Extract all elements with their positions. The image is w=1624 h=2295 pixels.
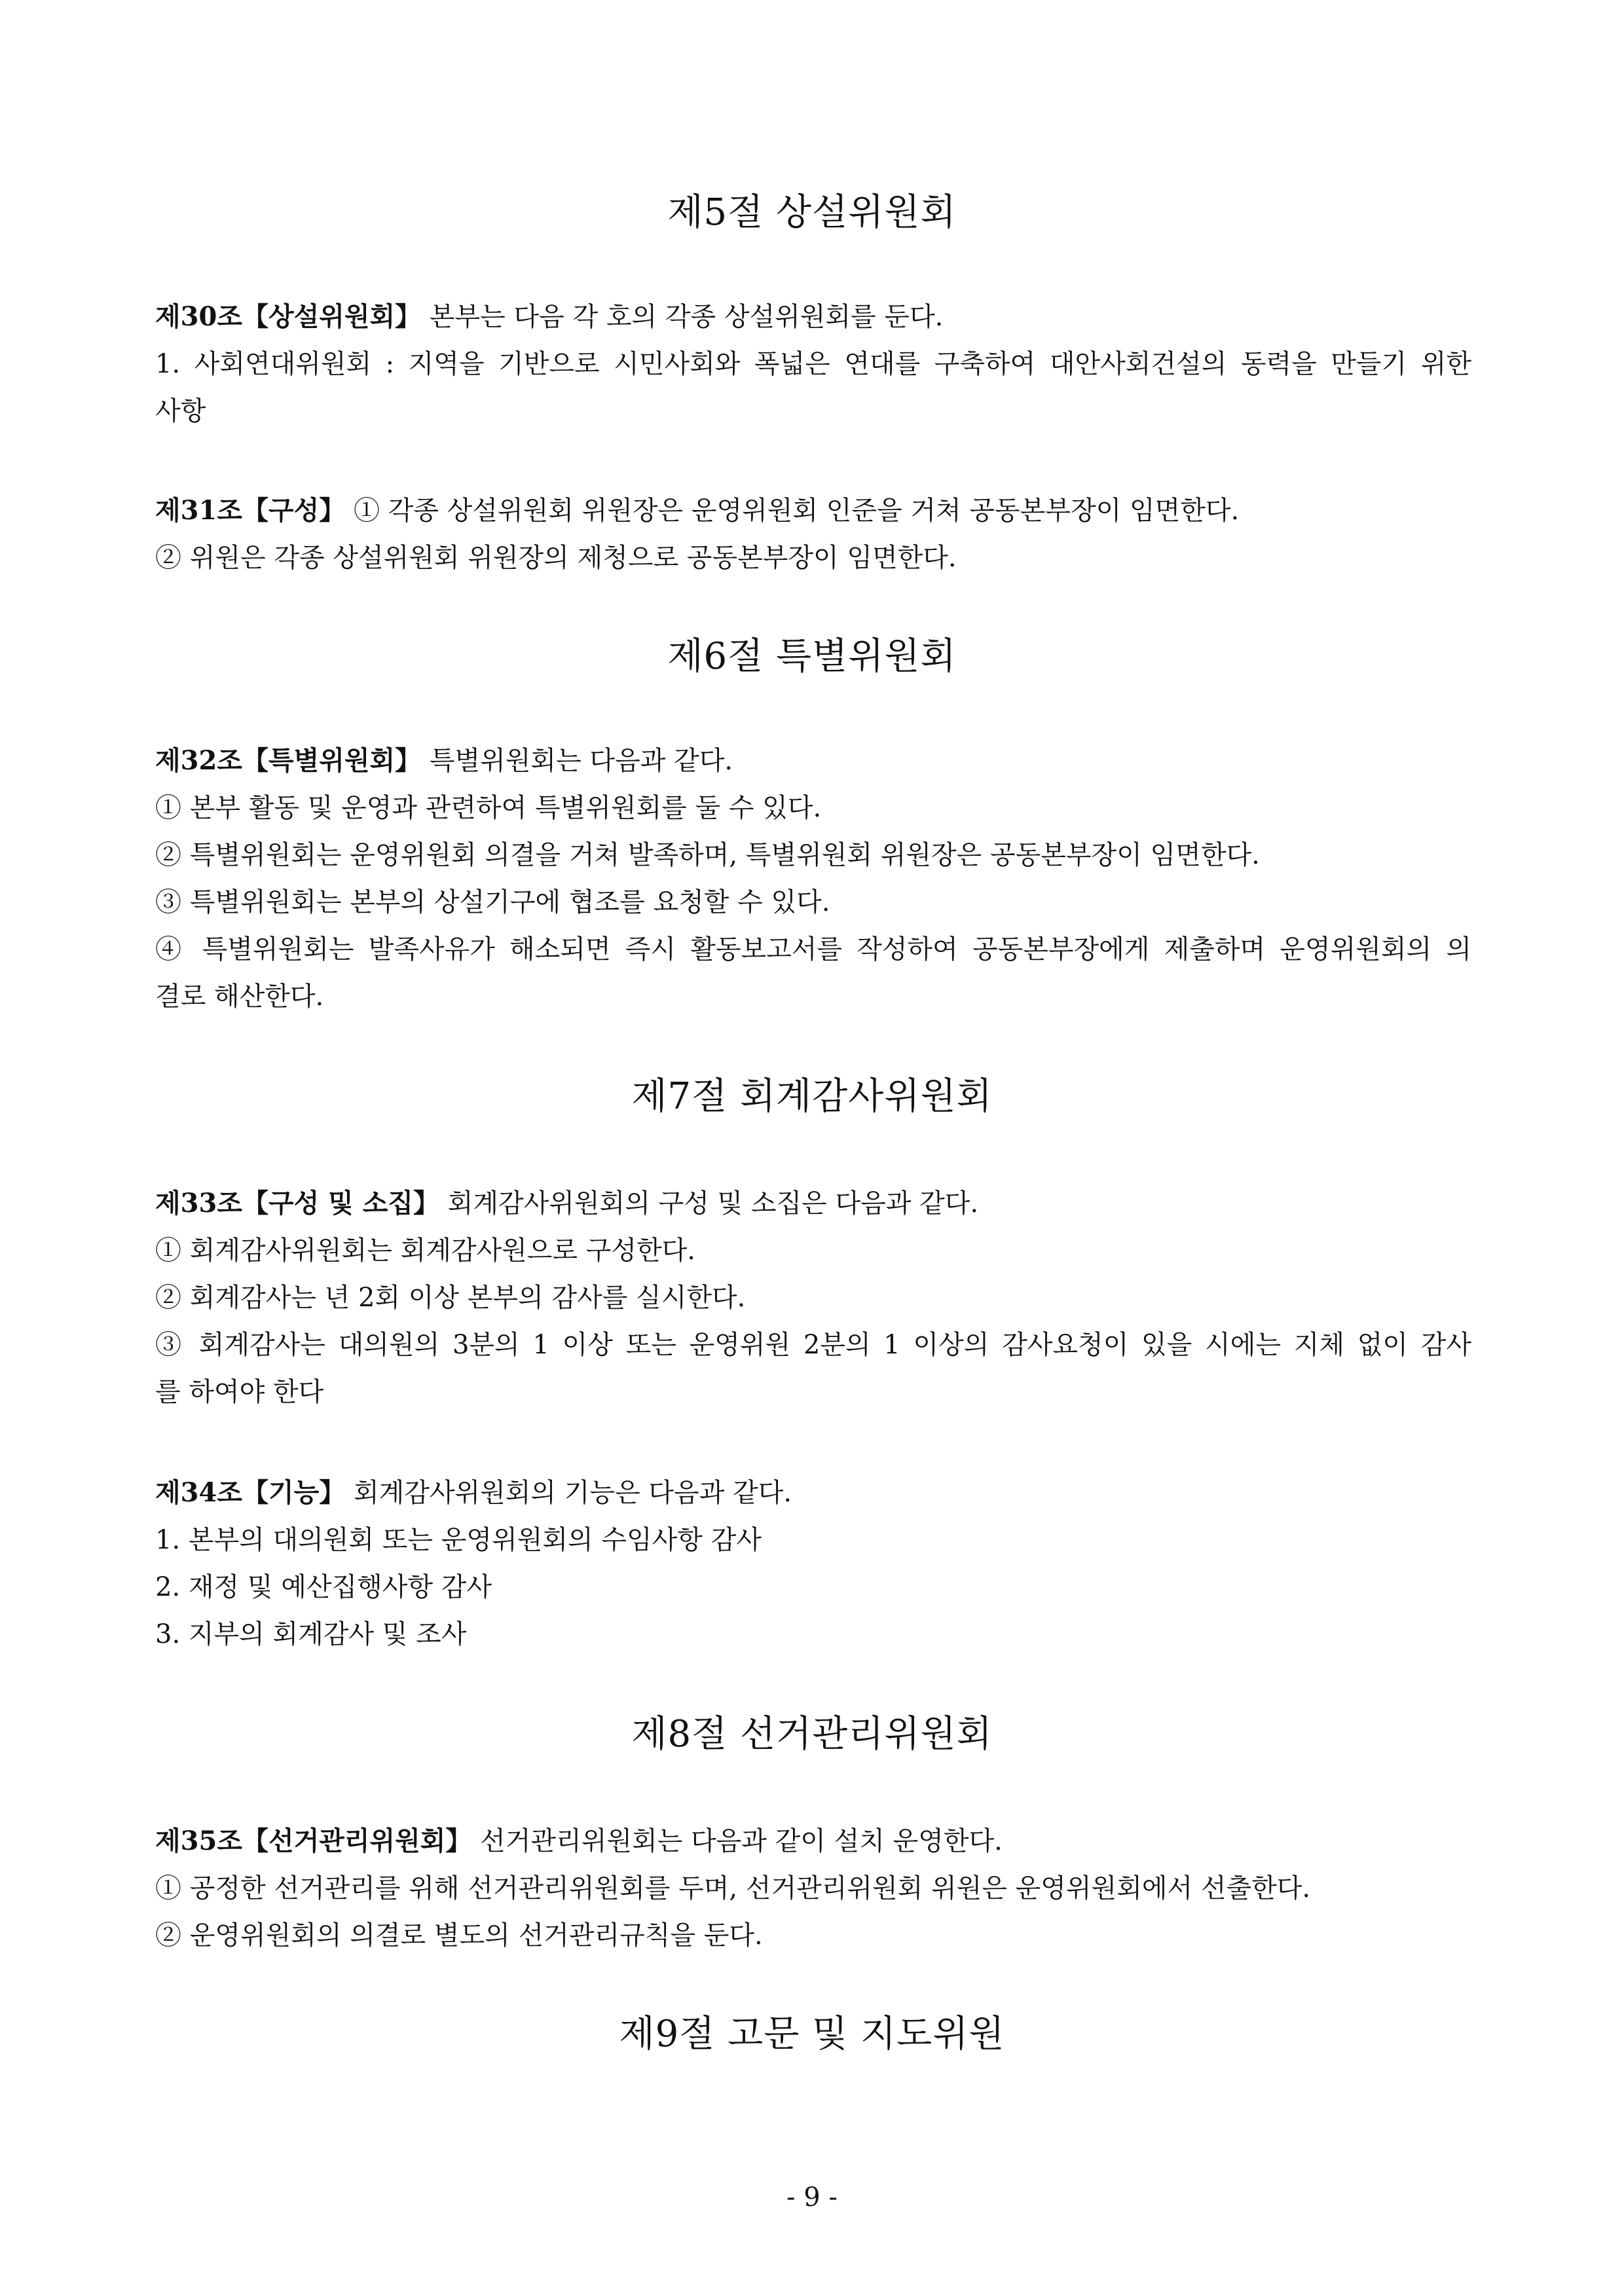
article-30-head: 제30조【상설위원회】	[155, 301, 422, 332]
article-32-item-2: ② 특별위원회는 운영위원회 의결을 거쳐 발족하며, 특별위원회 위원장은 공동본부장이 임면한다.	[155, 840, 1260, 870]
article-35-line	[155, 1823, 1471, 1860]
article-32-line	[155, 743, 1471, 779]
article-30-line	[155, 299, 1471, 335]
article-33-item-3-line-1: ③ 회계감사는 대의원의 3분의 1 이상 또는 운영위원 2분의 1 이상의 감사요청이 있을 시에는 지체 없이 감사	[155, 1330, 1471, 1360]
section-5-title: 제5절 상설위원회	[667, 191, 957, 234]
article-31-line	[155, 492, 1471, 529]
article-31-head: 제31조【구성】	[155, 495, 346, 526]
article-32-item-4-line-2: 결로 해산한다.	[155, 982, 324, 1012]
article-30-text: 본부는 다음 각 호의 각종 상설위원회를 둔다.	[421, 302, 944, 332]
section-7-title: 제7절 회계감사위원회	[631, 1075, 993, 1118]
article-32-head: 제32조【특별위원회】	[155, 745, 422, 776]
article-34-item-2: 2. 재정 및 예산집행사항 감사	[155, 1572, 492, 1602]
article-34-item-3: 3. 지부의 회계감사 및 조사	[155, 1619, 467, 1649]
page-number: - 9 -	[786, 2182, 838, 2212]
article-31-item-2: ② 위원은 각종 상설위원회 위원장의 제청으로 공동본부장이 임면한다.	[155, 543, 957, 573]
article-35-head: 제35조【선거관리위원회】	[155, 1826, 472, 1856]
article-33-item-1: ① 회계감사위원회는 회계감사원으로 구성한다.	[155, 1236, 696, 1266]
article-33-item-2: ② 회계감사는 년 2회 이상 본부의 감사를 실시한다.	[155, 1283, 746, 1313]
article-33-text: 회계감사위원회의 구성 및 소집은 다음과 같다.	[439, 1188, 979, 1219]
section-9-title: 제9절 고문 및 지도위원	[619, 2013, 1005, 2055]
article-34-text: 회계감사위원회의 기능은 다음과 같다.	[345, 1478, 792, 1508]
article-32-item-1: ① 본부 활동 및 운영과 관련하여 특별위원회를 둘 수 있다.	[155, 793, 822, 823]
article-31-text: ① 각종 상설위원회 위원장은 운영위원회 인준을 거쳐 공동본부장이 임면한다.	[345, 496, 1240, 526]
article-35-text: 선거관리위원회는 다음과 같이 설치 운영한다.	[471, 1826, 1003, 1856]
section-8-title: 제8절 선거관리위원회	[631, 1713, 993, 1755]
section-6-title: 제6절 특별위원회	[667, 635, 957, 678]
article-34-line	[155, 1475, 1471, 1511]
article-35-item-2: ② 운영위원회의 의결로 별도의 선거관리규칙을 둔다.	[155, 1920, 763, 1951]
article-30-item-1-line-2: 사항	[155, 396, 206, 426]
article-33-head: 제33조【구성 및 소집】	[155, 1188, 439, 1219]
article-35-item-1: ① 공정한 선거관리를 위해 선거관리위원회를 두며, 선거관리위원회 위원은 운영위원회에서 선출한다.	[155, 1873, 1311, 1903]
article-34-item-1: 1. 본부의 대의원회 또는 운영위원회의 수임사항 감사	[155, 1525, 762, 1555]
article-32-item-4-line-1: ④ 특별위원회는 발족사유가 해소되면 즉시 활동보고서를 작성하여 공동본부장에게 제출하며 운영위원회의 의	[155, 934, 1471, 964]
article-34-head: 제34조【기능】	[155, 1477, 346, 1508]
article-32-text: 특별위원회는 다음과 같다.	[421, 746, 733, 776]
article-30-item-1-line-1: 1. 사회연대위원회 : 지역을 기반으로 시민사회와 폭넓은 연대를 구축하여 대안사회건설의 동력을 만들기 위한	[155, 349, 1471, 379]
article-32-item-3: ③ 특별위원회는 본부의 상설기구에 협조를 요청할 수 있다.	[155, 887, 830, 917]
article-33-item-3-line-2: 를 하여야 한다	[155, 1377, 324, 1407]
article-33-line	[155, 1185, 1471, 1222]
